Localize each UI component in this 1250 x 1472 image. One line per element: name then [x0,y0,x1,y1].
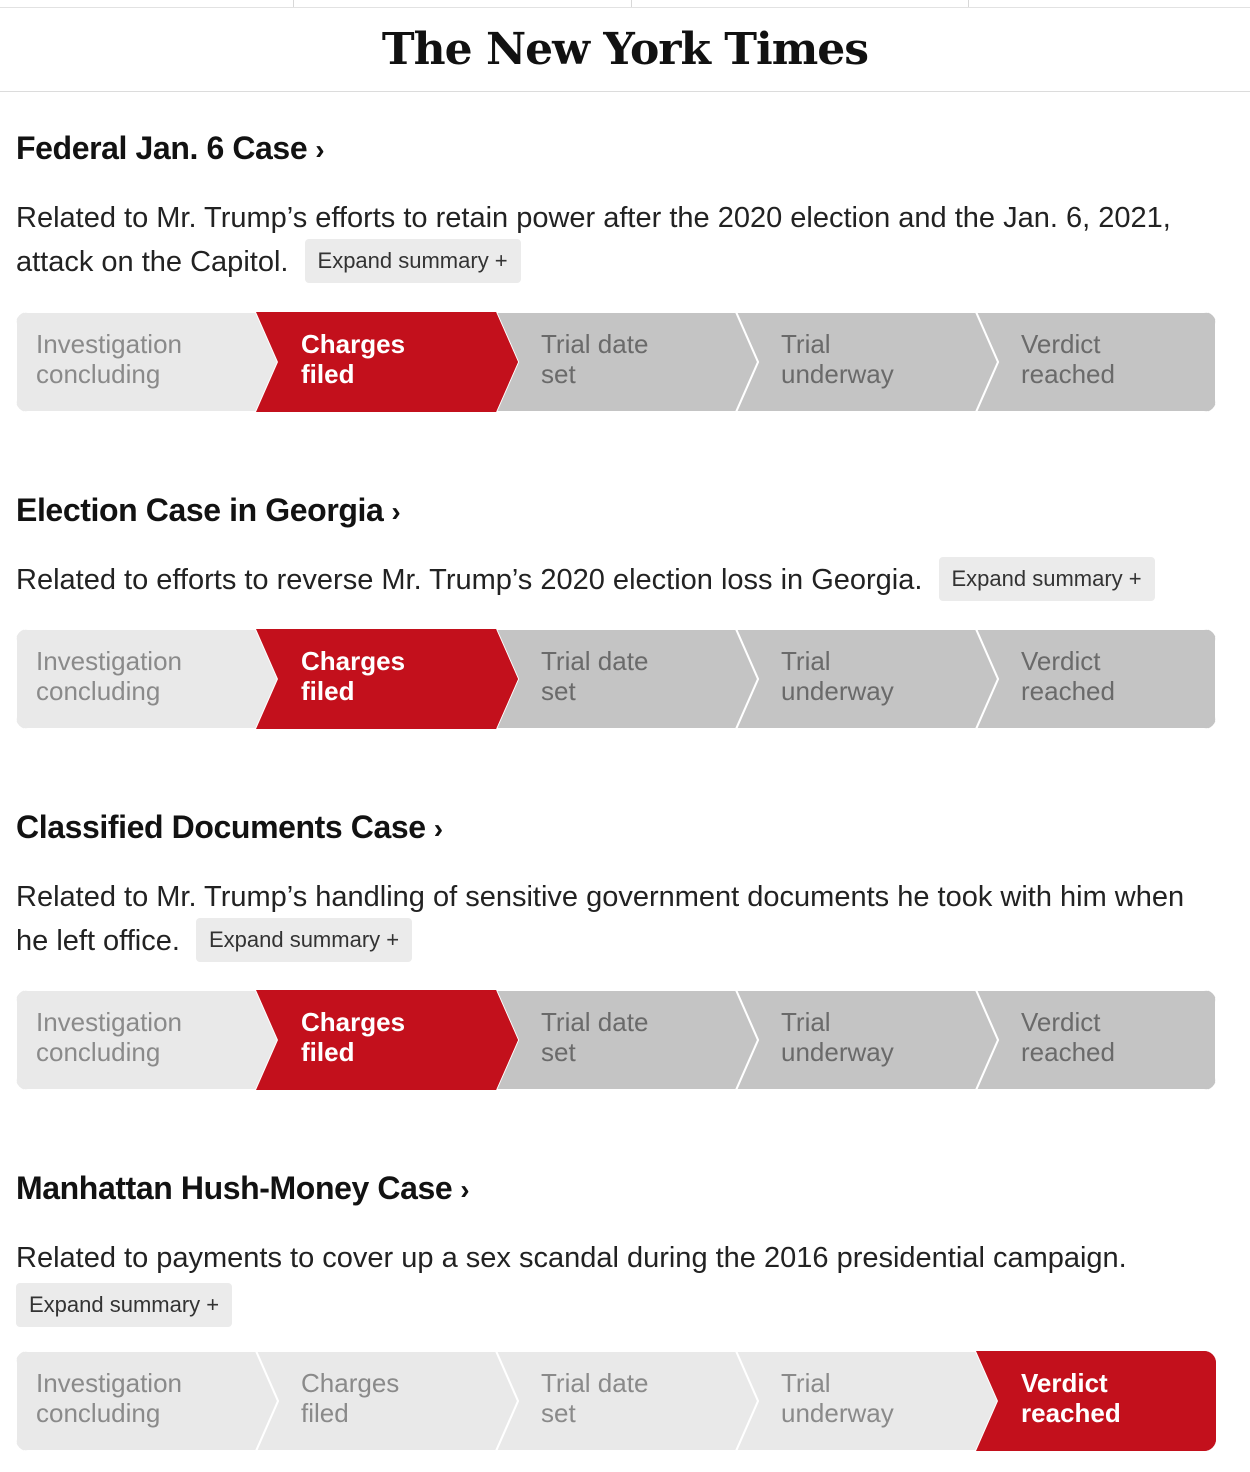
case-summary [16,558,1216,603]
case-title-text: Election Case in Georgia [16,492,384,528]
tracker-step-label [1021,329,1216,389]
tracker-step-label-line: Charges [301,1007,406,1037]
case-title-link[interactable] [16,128,1216,170]
case-federal-jan6 [16,128,1216,389]
tracker-step-label-line: set [541,676,576,706]
tracker-step-label-line: Investigation [36,1368,182,1398]
progress-tracker [16,312,1216,412]
tracker-step-label [1021,646,1216,706]
tracker-step-label-line: Trial date [541,646,649,676]
tracker-step-label [541,1007,741,1067]
tracker-step-label-line: set [541,1037,576,1067]
case-manhattan-hush-money [16,1168,1216,1428]
tracker-step-label-line: Trial [781,1007,831,1037]
tracker-step-label [1021,1007,1216,1067]
tracker-step-label-line: Trial date [541,329,649,359]
tracker-step-label [301,329,501,389]
tracker-step-label [541,1368,741,1428]
tracker-step-label [781,646,981,706]
chevron-right-icon: › [391,496,401,527]
tracker-step-label-line: reached [1021,359,1115,389]
tracker-step-label-line: Verdict [1021,329,1101,359]
tracker-step-label-line: Trial date [541,1007,649,1037]
expand-summary-button[interactable]: Expand summary + [939,557,1155,601]
progress-tracker [16,629,1216,729]
case-georgia-election [16,490,1216,706]
tracker-step-label-line: reached [1021,1398,1121,1428]
chevron-right-icon: › [315,134,325,165]
tracker-step-label-line: Trial date [541,1368,649,1398]
tracker-step-label [301,1368,501,1428]
case-summary [16,1236,1216,1280]
tracker-step-label-line: filed [301,1037,355,1067]
tracker-step-label-line: Investigation [36,1007,182,1037]
progress-tracker [16,990,1216,1090]
case-summary-text: Related to payments to cover up a sex scandal during the 2016 presidential campaign. [16,1242,1127,1274]
case-summary [16,196,1216,285]
tracker-step-label-line: concluding [36,1398,161,1428]
case-title-link[interactable] [16,490,1216,532]
case-title-link[interactable] [16,807,1216,849]
tracker-step-label [781,1368,981,1428]
tracker-step-label [36,1007,236,1067]
tracker-step-label [781,1007,981,1067]
tracker-step-label [541,646,741,706]
case-summary [16,875,1216,964]
tracker-step-label-line: filed [301,359,355,389]
tracker-step-label-line: Charges [301,329,406,359]
tracker-step-label-line: reached [1021,1037,1115,1067]
tracker-step-label-line: concluding [36,676,161,706]
progress-tracker [16,1351,1216,1451]
tracker-step-label [301,1007,501,1067]
tracker-step-label-line: concluding [36,359,161,389]
expand-row [16,1282,1216,1327]
expand-summary-button[interactable]: Expand summary + [16,1283,232,1327]
tracker-step-label-line: concluding [36,1037,161,1067]
tracker-step-label-line: Trial [781,646,831,676]
tracker-step-label-line: Charges [301,1368,400,1398]
tracker-step-label [36,1368,236,1428]
tracker-step-label-line: underway [781,1037,894,1067]
tracker-step-label-line: Charges [301,646,406,676]
case-summary-text: Related to Mr. Trump’s efforts to retain power after the 2020 election and the Jan. 6, 2021, attack on the Capitol. [16,202,1171,278]
tracker-step-label [781,329,981,389]
tracker-step-label-line: Trial [781,329,831,359]
tracker-step-label-line: Investigation [36,329,182,359]
tracker-step-label-line: reached [1021,676,1115,706]
tracker-step-label-line: filed [301,1398,349,1428]
chevron-right-icon: › [460,1174,470,1205]
tracker-step-label-line: set [541,359,576,389]
nyt-logo[interactable]: The New York Times [381,24,869,75]
case-title-text: Federal Jan. 6 Case [16,130,308,166]
tracker-step-label-line: filed [301,676,355,706]
tracker-step-label [301,646,501,706]
masthead [0,8,1250,92]
tracker-step-label [36,646,236,706]
tracker-step-label-line: underway [781,359,894,389]
case-classified-documents [16,807,1216,1067]
tracker-step-label [1021,1368,1216,1428]
tracker-step-label-line: underway [781,1398,894,1428]
tracker-step-label-line: Verdict [1021,1007,1101,1037]
case-title-link[interactable] [16,1168,1216,1210]
tracker-step-label-line: set [541,1398,576,1428]
tracker-step-label-line: Verdict [1021,646,1101,676]
case-summary-text: Related to Mr. Trump’s handling of sensitive government documents he took with him when he left office. [16,881,1185,957]
case-title-text: Classified Documents Case [16,809,426,845]
expand-summary-button[interactable]: Expand summary + [305,239,521,283]
top-tab-strip [0,0,1250,8]
chevron-right-icon: › [433,813,443,844]
tracker-step-label [541,329,741,389]
tracker-step-label-line: Investigation [36,646,182,676]
expand-summary-button[interactable]: Expand summary + [196,918,412,962]
tracker-step-label-line: Trial [781,1368,831,1398]
tracker-step-label-line: underway [781,676,894,706]
case-title-text: Manhattan Hush-Money Case [16,1170,453,1206]
case-summary-text: Related to efforts to reverse Mr. Trump’s 2020 election loss in Georgia. [16,564,923,596]
tracker-step-label [36,329,236,389]
tracker-step-label-line: Verdict [1021,1368,1108,1398]
